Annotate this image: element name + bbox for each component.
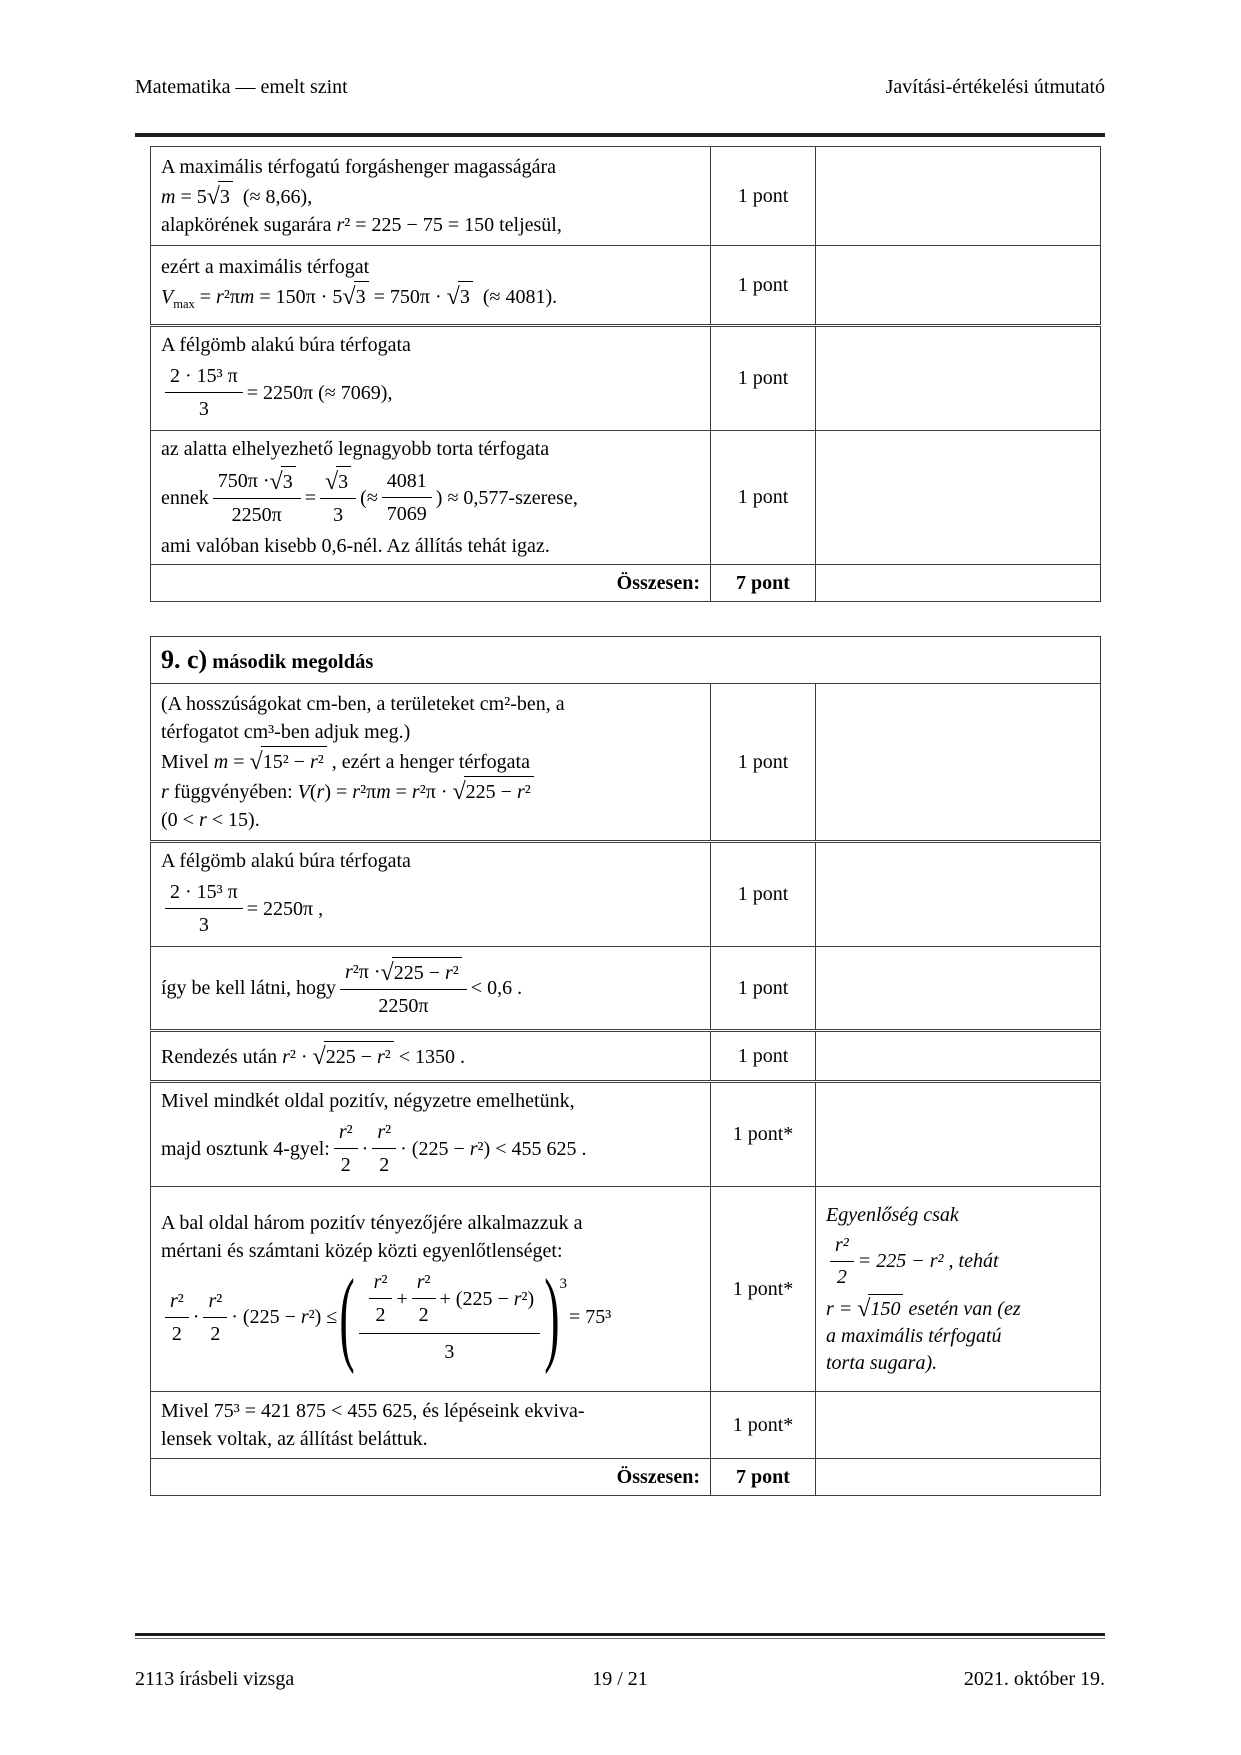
rubric-table-1 [150, 146, 1101, 602]
exponent: 3 [559, 1276, 568, 1292]
table-row [151, 1031, 1101, 1082]
sqrt-radical: √ 225 − r² [313, 1041, 394, 1071]
solution-cell [151, 842, 711, 947]
notes-cell [816, 246, 1101, 326]
solution-text: mértani és számtani közép közti egyenlőtlenséget: [161, 1240, 563, 1262]
points-cell: 1 pont [711, 431, 816, 565]
solution-text: Mivel 75³ = 421 875 < 455 625, és lépéseink ekviva- [161, 1400, 585, 1422]
footer-rule [135, 1633, 1105, 1639]
solution-text: ami valóban kisebb 0,6-nél. Az állítás tehát igaz. [161, 535, 550, 557]
formula-line [161, 1118, 700, 1179]
fraction: r ² 2 [203, 1287, 227, 1348]
formula-text: ennek [161, 486, 209, 509]
formula-text: így be kell látni, hogy [161, 977, 336, 999]
points-cell: 1 pont [711, 1031, 816, 1082]
fraction: r ² 2 [369, 1268, 393, 1329]
solution-text: A maximális térfogatú forgáshenger magasságára [161, 156, 557, 178]
formula-text: majd osztunk 4-gyel: [161, 1137, 330, 1160]
task-header-cell [151, 637, 1101, 684]
solution-cell [151, 326, 711, 431]
points-cell: 1 pont* [711, 1187, 816, 1392]
formula-text: · [192, 1306, 200, 1328]
formula-text: , ezért a henger térfogata [326, 751, 530, 773]
formula-text: · [361, 1137, 369, 1160]
solution-text: A félgömb alakú búra térfogata [161, 850, 411, 872]
notes-cell [816, 947, 1101, 1031]
points-cell: 1 pont* [711, 1082, 816, 1187]
fraction: √ $\frac{3}{3}$ [320, 466, 356, 529]
solution-cell [151, 684, 711, 842]
fraction: r²π · √ 225 − r² 2250π [340, 957, 467, 1020]
table-row [151, 684, 1101, 842]
header-rule [135, 133, 1105, 137]
header-right-title: Javítási-értékelési útmutató [885, 76, 1105, 98]
formula-line [161, 181, 700, 211]
table-row [151, 842, 1101, 947]
formula-text: r = [826, 1297, 858, 1320]
solution-text: lensek voltak, az állítást beláttuk. [161, 1428, 428, 1450]
formula-line [161, 957, 700, 1020]
fraction: $\frac{\text{2 · 15³ π}}{3}$ [165, 362, 243, 423]
formula-text: m = 5 [161, 186, 207, 208]
formula-line [161, 1041, 700, 1071]
formula-text: Rendezés után r² · [161, 1046, 313, 1068]
fraction: $\frac{\text{r²}}{2}$ [830, 1232, 854, 1291]
fraction: r ² 2 [372, 1118, 396, 1179]
fraction: 750π · √ 3 2250π [213, 466, 301, 529]
total-row [151, 1459, 1101, 1496]
note-text: Egyenlőség csak [826, 1203, 959, 1226]
solution-cell [151, 431, 711, 565]
points-cell: 1 pont [711, 326, 816, 431]
formula-text: (≈ 8,66), [232, 186, 313, 208]
formula-line [161, 878, 700, 939]
footer-date: 2021. október 19. [963, 1668, 1105, 1690]
solution-cell [151, 1187, 711, 1392]
formula-text: = [304, 486, 316, 509]
notes-cell [816, 1392, 1101, 1459]
page-footer [135, 1668, 1105, 1691]
note-text: torta sugara). [826, 1351, 938, 1374]
task-title: második megoldás [212, 651, 374, 673]
formula-line [161, 281, 700, 318]
table-row [151, 947, 1101, 1031]
points-cell: 1 pont [711, 947, 816, 1031]
solution-cell [151, 947, 711, 1031]
formula-text: = 750π · [368, 285, 447, 308]
table-row [151, 147, 1101, 246]
page-header [135, 0, 1105, 99]
formula-text: = 2250π , [246, 897, 324, 920]
formula-text: + [396, 1287, 408, 1310]
solution-cell [151, 1392, 711, 1459]
formula-text: < 1350 . [393, 1046, 466, 1068]
sqrt-radical: √ 3 [207, 181, 233, 211]
big-paren-open: ( [339, 1257, 355, 1375]
notes-cell [816, 326, 1101, 431]
formula-line [161, 1257, 700, 1375]
sqrt-radical: √ 3 [325, 466, 351, 496]
points-cell: 1 pont [711, 246, 816, 326]
table-row [151, 431, 1101, 565]
sqrt-radical: √ 225 − r² [381, 957, 462, 987]
notes-cell [816, 1082, 1101, 1187]
table-row [151, 1082, 1101, 1187]
formula-text: · (225 − r²) ≤ [231, 1306, 338, 1328]
fraction: r ² 2 [165, 1287, 189, 1348]
notes-cell [816, 431, 1101, 565]
formula-line [161, 776, 700, 806]
note-formula-line [826, 1232, 1090, 1291]
notes-cell [816, 1459, 1101, 1496]
formula-line [161, 362, 700, 423]
formula-text: + (225 − r²) [439, 1287, 535, 1310]
formula-text: = 2250π (≈ 7069), [246, 381, 393, 404]
fraction: r ² 2 [412, 1268, 436, 1329]
solution-text: az alatta elhelyezhető legnagyobb torta térfogata [161, 438, 550, 460]
formula-text: (≈ 4081). [472, 285, 558, 308]
formula-text: ) ≈ 0,577-szerese, [435, 486, 578, 509]
sqrt-radical: √ 15² − r² [250, 746, 327, 776]
points-cell: 1 pont* [711, 1392, 816, 1459]
footer-page-number: 19 / 21 [592, 1668, 648, 1690]
fraction: $\frac{\text{2 · 15³ π}}{3}$ [165, 878, 243, 939]
solution-cell [151, 147, 711, 246]
formula-text: Mivel m = [161, 751, 250, 773]
fraction: $\frac{4081}{7069}$ [382, 467, 432, 528]
notes-cell [816, 565, 1101, 602]
notes-cell [816, 684, 1101, 842]
fraction: r ² 2 [334, 1118, 358, 1179]
task-header-row [151, 637, 1101, 684]
big-paren-close: ) [544, 1257, 560, 1375]
sqrt-radical: √ 225 − r² [452, 776, 533, 806]
solution-text: A bal oldal három pozitív tényezőjére alkalmazzuk a [161, 1212, 583, 1234]
notes-cell [816, 1031, 1101, 1082]
solution-cell [151, 1031, 711, 1082]
sqrt-radical: √ 3 [270, 466, 296, 496]
task-number: 9. c) [161, 645, 208, 674]
formula-line [161, 746, 700, 776]
rubric-table-2 [150, 636, 1101, 1496]
solution-text: (A hosszúságokat cm-ben, a területeket cm²-ben, a [161, 693, 565, 715]
header-left-title: Matematika — emelt szint [135, 76, 348, 98]
table-row [151, 1392, 1101, 1459]
total-points-cell: 7 pont [711, 1459, 816, 1496]
footer-exam-code: 2113 írásbeli vizsga [135, 1668, 295, 1690]
solution-text: alapkörének sugarára r² = 225 − 75 = 150 teljesül, [161, 214, 562, 236]
solution-text: A félgömb alakú búra térfogata [161, 334, 411, 356]
formula-text: · (225 − r²) < 455 625 . [400, 1137, 587, 1160]
formula-line [161, 466, 700, 529]
total-row [151, 565, 1101, 602]
table-row [151, 1187, 1101, 1392]
page-content [135, 0, 1105, 1496]
big-fraction: r ² 2 + r ² 2 + (225 − r²) 3 [359, 1268, 541, 1366]
table-row [151, 246, 1101, 326]
solution-text: Mivel mindkét oldal pozitív, négyzetre emelhetünk, [161, 1090, 575, 1112]
solution-cell [151, 1082, 711, 1187]
formula-text: = 75³ [569, 1306, 612, 1328]
formula-text: esetén van (ez [903, 1297, 1021, 1320]
formula-text: $V_{max} = r^2\pi m = 150\pi \cdot 5$ [161, 285, 343, 311]
notes-cell [816, 1187, 1101, 1392]
total-label-cell: Összesen: [151, 565, 711, 602]
formula-text: < 0,6 . [470, 977, 523, 999]
solution-text: ezért a maximális térfogat [161, 255, 370, 278]
sqrt-radical: √ 3 [342, 281, 368, 311]
sqrt-radical: √ 150 [857, 1294, 903, 1323]
formula-text: (≈ [360, 486, 378, 509]
notes-cell [816, 842, 1101, 947]
notes-cell [816, 147, 1101, 246]
formula-text: r függvényében: V(r) = r²πm = r²π · [161, 781, 453, 803]
points-cell: 1 pont [711, 147, 816, 246]
table-row [151, 326, 1101, 431]
formula-text: = 225 − r² , tehát [857, 1249, 999, 1272]
solution-cell [151, 246, 711, 326]
formula-text: (0 < r < 15). [161, 809, 260, 831]
total-points-cell: 7 pont [711, 565, 816, 602]
points-cell: 1 pont [711, 842, 816, 947]
total-label-cell: Összesen: [151, 1459, 711, 1496]
note-text: a maximális térfogatú [826, 1324, 1002, 1347]
sqrt-radical: √ 3 [447, 281, 473, 311]
points-cell: 1 pont [711, 684, 816, 842]
note-formula-line [826, 1294, 1090, 1323]
solution-text: térfogatot cm³-ben adjuk meg.) [161, 721, 411, 743]
